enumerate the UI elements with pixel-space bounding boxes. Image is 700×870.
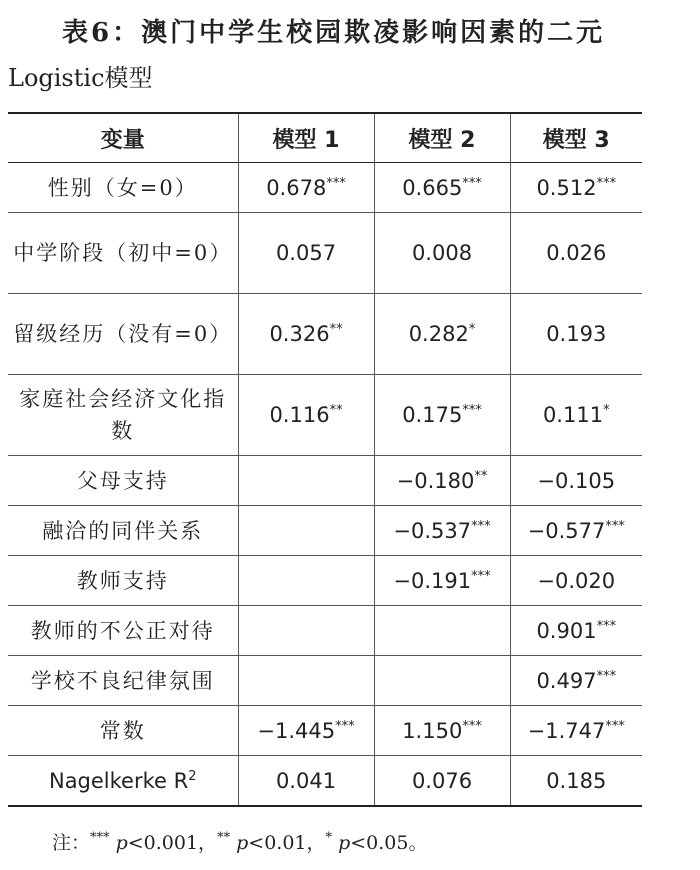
- note-threshold-001: <0.001，: [127, 832, 218, 854]
- coef-value: 0.193: [546, 322, 607, 346]
- coef-model-3: [510, 294, 642, 375]
- coef-value: 0.116: [269, 403, 330, 427]
- coef-model-3: [510, 606, 642, 656]
- coef-model-3: [510, 456, 642, 506]
- sig-stars: ***: [605, 718, 625, 734]
- sig-stars: ***: [596, 618, 617, 634]
- coef-model-3: [510, 756, 642, 807]
- coef-model-1: [238, 163, 374, 213]
- table-row: [8, 656, 642, 706]
- coef-model-2: [374, 375, 510, 456]
- coef-value: 0.282: [408, 322, 469, 346]
- coef-model-2: [374, 756, 510, 807]
- table-row: [8, 606, 642, 656]
- table-row: [8, 163, 642, 213]
- header-model-2: 模型 2: [374, 113, 510, 163]
- coef-model-2: [374, 706, 510, 756]
- note-p-3: p: [338, 832, 351, 854]
- coef-value: 0.111: [542, 403, 604, 427]
- coef-model-1: [238, 213, 374, 294]
- coef-model-1: [238, 606, 374, 656]
- coef-model-2: [374, 656, 510, 706]
- coef-model-2: [374, 294, 510, 375]
- coef-model-3: [510, 375, 642, 456]
- superscript-2: 2: [188, 768, 197, 784]
- coef-value: 0.041: [275, 768, 337, 793]
- note-stars-3: ***: [90, 830, 110, 846]
- regression-table: [8, 112, 642, 807]
- table-row: [8, 706, 642, 756]
- header-variable: 变量: [8, 113, 238, 163]
- coef-value: 0.497: [536, 668, 597, 693]
- table-row: [8, 556, 642, 606]
- sig-stars: ***: [471, 518, 491, 534]
- variable-label: 教师支持: [8, 556, 238, 606]
- coef-model-3: [510, 506, 642, 556]
- coef-value: −0.577: [527, 518, 606, 543]
- sig-stars: ***: [471, 568, 491, 584]
- coef-value: −1.747: [527, 718, 606, 743]
- note-prefix: 注：: [52, 832, 91, 854]
- coef-model-1: [238, 556, 374, 606]
- variable-label: 父母支持: [8, 456, 238, 506]
- table-row: [8, 456, 642, 506]
- sig-stars: ***: [326, 175, 346, 191]
- coef-model-3: [510, 706, 642, 756]
- coef-model-3: [510, 213, 642, 294]
- sig-stars: *: [468, 322, 476, 337]
- sig-stars: **: [329, 403, 343, 418]
- coef-model-2: [374, 606, 510, 656]
- coef-value: 0.185: [546, 768, 607, 793]
- sig-stars: ***: [462, 718, 482, 734]
- table-row: [8, 375, 642, 456]
- variable-label: 性别（女=0）: [8, 163, 238, 213]
- coef-value: −0.537: [393, 518, 472, 543]
- coef-value: 0.326: [269, 322, 330, 346]
- coef-value: 0.076: [411, 768, 473, 793]
- coef-model-1: [238, 294, 374, 375]
- coef-model-3: [510, 656, 642, 706]
- table-row: [8, 294, 642, 375]
- header-model-3: 模型 3: [510, 113, 642, 163]
- variable-label: [8, 756, 238, 807]
- coef-value: 0.665: [402, 175, 463, 200]
- sig-stars: **: [474, 468, 488, 484]
- header-model-1: 模型 1: [238, 113, 374, 163]
- coef-model-2: [374, 506, 510, 556]
- note-p-2: p: [236, 832, 249, 854]
- nagelkerke-label: Nagelkerke R: [48, 768, 189, 793]
- coef-model-2: [374, 213, 510, 294]
- coef-value: −0.105: [537, 468, 616, 493]
- sig-stars: ***: [605, 518, 625, 534]
- sig-stars: ***: [596, 175, 617, 191]
- coef-value: 0.678: [266, 175, 327, 200]
- variable-label: 教师的不公正对待: [8, 606, 238, 656]
- coef-value: 0.008: [411, 241, 473, 265]
- coef-model-3: [510, 163, 642, 213]
- note-p-1: p: [115, 832, 128, 854]
- table-note: [52, 828, 427, 855]
- note-stars-2: **: [217, 830, 231, 846]
- coef-model-1: [238, 456, 374, 506]
- coef-value: −0.180: [396, 468, 475, 493]
- coef-value: 0.175: [402, 403, 463, 427]
- note-threshold-05: <0.05。: [350, 832, 428, 854]
- coef-value: 1.150: [402, 718, 463, 743]
- coef-model-1: [238, 506, 374, 556]
- sig-stars: ***: [462, 403, 482, 418]
- coef-model-1: [238, 706, 374, 756]
- coef-value: 0.512: [536, 175, 597, 200]
- coef-model-2: [374, 556, 510, 606]
- note-threshold-01: <0.01，: [248, 832, 326, 854]
- table-row: [8, 756, 642, 807]
- coef-value: 0.026: [546, 241, 607, 265]
- coef-model-2: [374, 456, 510, 506]
- sig-stars: ***: [596, 668, 617, 684]
- coef-model-1: [238, 375, 374, 456]
- table-title-continued: Logistic模型: [8, 64, 153, 92]
- note-stars-1: *: [325, 830, 333, 846]
- coef-value: −0.020: [537, 568, 616, 593]
- table-title: 表6：澳门中学生校园欺凌影响因素的二元: [62, 18, 606, 48]
- sig-stars: **: [329, 322, 343, 337]
- coef-model-3: [510, 556, 642, 606]
- variable-label: 学校不良纪律氛围: [8, 656, 238, 706]
- coef-value: −0.191: [393, 568, 472, 593]
- variable-label: 常数: [8, 706, 238, 756]
- header-row: [8, 113, 642, 163]
- table-row: [8, 213, 642, 294]
- coef-model-1: [238, 656, 374, 706]
- sig-stars: ***: [462, 175, 482, 191]
- variable-label: 中学阶段（初中=0）: [8, 213, 238, 294]
- table-row: [8, 506, 642, 556]
- coef-value: −1.445: [257, 718, 336, 743]
- sig-stars: ***: [335, 718, 355, 734]
- variable-label: 家庭社会经济文化指数: [8, 375, 238, 456]
- coef-model-1: [238, 756, 374, 807]
- coef-value: 0.901: [536, 618, 597, 643]
- coef-value: 0.057: [275, 241, 337, 265]
- sig-stars: *: [603, 403, 610, 418]
- variable-label: 融洽的同伴关系: [8, 506, 238, 556]
- variable-label: 留级经历（没有=0）: [8, 294, 238, 375]
- coef-model-2: [374, 163, 510, 213]
